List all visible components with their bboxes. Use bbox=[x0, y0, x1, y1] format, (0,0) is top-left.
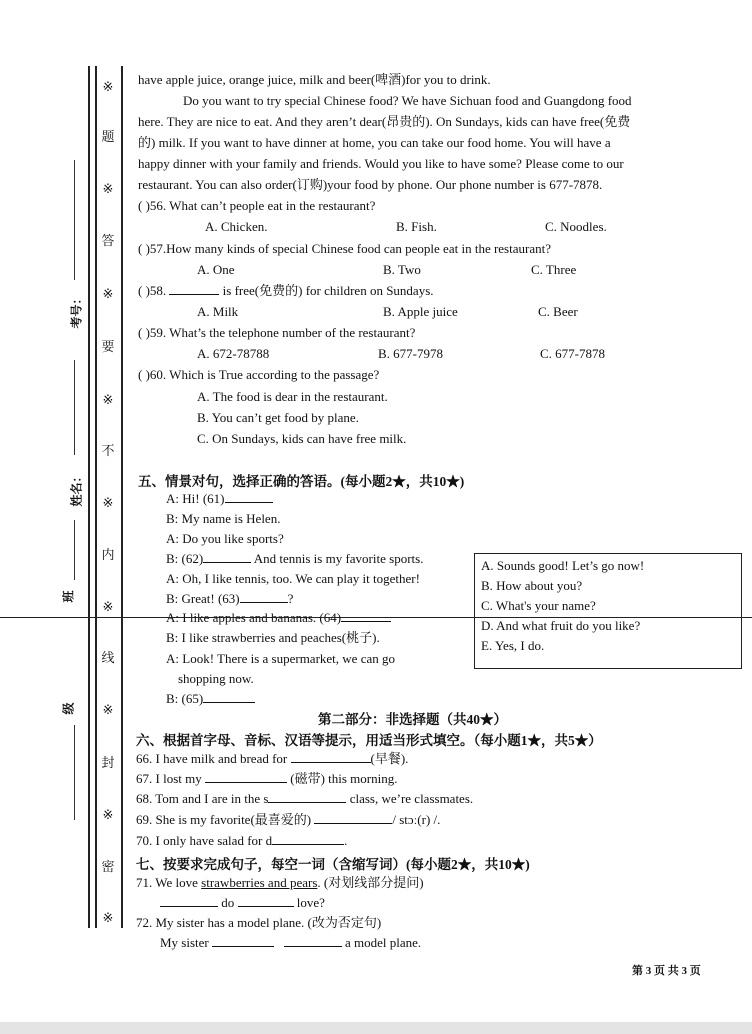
passage-line: here. They are nice to eat. And they aren’t dear(昂贵的). On Sundays, kids can have free(免费 bbox=[138, 114, 631, 129]
binding-line-right bbox=[121, 66, 123, 928]
option-b: B. Two bbox=[383, 262, 421, 277]
grade-label: 级 bbox=[61, 702, 76, 715]
option-a: A. The food is dear in the restaurant. bbox=[197, 389, 388, 404]
part2-title: 第二部分：非选择题（共40★） bbox=[318, 712, 507, 727]
answer-option: A. Sounds good! Let’s go now! bbox=[481, 558, 645, 573]
dialog-line: B: (65) bbox=[166, 690, 255, 708]
passage-line: Do you want to try special Chinese food? We have Sichuan food and Guangdong food bbox=[183, 93, 632, 108]
passage-line: happy dinner with your family and friends. Would you like to have some? Please come to our bbox=[138, 156, 624, 171]
margin-mark: ※ bbox=[102, 392, 114, 407]
question-58-pre: ( )58. bbox=[138, 283, 170, 298]
section5-title: 五、情景对句，选择正确的答语。(每小题2★，共10★) bbox=[138, 474, 465, 489]
question-69: 69. She is my favorite(最喜爱的) / stɔː(r) /. bbox=[136, 812, 441, 827]
dialog-line: A: Look! There is a supermarket, we can go bbox=[166, 651, 395, 666]
option-c: C. On Sundays, kids can have free milk. bbox=[197, 431, 407, 446]
question-72-answer: My sister a model plane. bbox=[160, 935, 422, 950]
margin-mark: ※ bbox=[102, 702, 114, 717]
grade-line bbox=[74, 725, 75, 820]
option-a: A. Chicken. bbox=[205, 219, 268, 234]
dialog-line: A: I like apples and bananas. (64) bbox=[166, 609, 391, 627]
class-label: 班 bbox=[61, 590, 76, 603]
question-59: ( )59. What’s the telephone number of the restaurant? bbox=[138, 325, 416, 340]
option-c: C. 677-7878 bbox=[540, 346, 605, 361]
answer-blank[interactable] bbox=[291, 750, 371, 763]
margin-mark: ※ bbox=[102, 807, 114, 822]
answer-options-box bbox=[474, 553, 742, 669]
dialog-line: shopping now. bbox=[178, 671, 254, 686]
answer-blank[interactable] bbox=[240, 590, 288, 603]
question-60: ( )60. Which is True according to the passage? bbox=[138, 367, 380, 382]
answer-blank[interactable] bbox=[212, 934, 274, 947]
margin-mark: ※ bbox=[102, 910, 114, 925]
answer-option: D. And what fruit do you like? bbox=[481, 618, 641, 633]
passage-line: restaurant. You can also order(订购)your food by phone. Our phone number is 677-7878. bbox=[138, 177, 603, 192]
question-68: 68. Tom and I are in the s class, we’re classmates. bbox=[136, 791, 474, 806]
option-b: B. You can’t get food by plane. bbox=[197, 410, 359, 425]
margin-mark: 密 bbox=[101, 859, 115, 874]
page-number: 第 3 页 共 3 页 bbox=[632, 965, 701, 977]
question-71: 71. We love strawberries and pears. (对划线部分提问) bbox=[136, 875, 424, 890]
scan-edge bbox=[0, 1022, 752, 1034]
margin-mark: 题 bbox=[101, 129, 115, 144]
binding-line-mid bbox=[95, 66, 97, 928]
question-71-answer: do love? bbox=[160, 894, 325, 912]
answer-blank[interactable] bbox=[272, 832, 344, 845]
dialog-line: B: (62) And tennis is my favorite sports. bbox=[166, 551, 424, 566]
answer-option: E. Yes, I do. bbox=[481, 638, 545, 653]
margin-mark: 要 bbox=[101, 339, 115, 354]
answer-blank[interactable] bbox=[314, 811, 392, 824]
answer-option: B. How about you? bbox=[481, 578, 583, 593]
fold-line bbox=[0, 617, 752, 618]
option-c: C. Three bbox=[531, 262, 577, 277]
option-a: A. 672-78788 bbox=[197, 346, 270, 361]
dialog-line: A: Do you like sports? bbox=[166, 531, 284, 546]
option-a: A. One bbox=[197, 262, 235, 277]
dialog-line: A: Oh, I like tennis, too. We can play it together! bbox=[166, 571, 420, 586]
class-line bbox=[74, 520, 75, 580]
option-c: C. Noodles. bbox=[545, 219, 607, 234]
margin-mark: ※ bbox=[102, 79, 114, 94]
answer-blank[interactable] bbox=[169, 282, 219, 295]
margin-mark: 线 bbox=[101, 650, 115, 665]
passage-line: have apple juice, orange juice, milk and beer(啤酒)for you to drink. bbox=[138, 72, 491, 87]
margin-mark: ※ bbox=[102, 181, 114, 196]
option-c: C. Beer bbox=[538, 304, 578, 319]
exam-no-label: 考号： bbox=[69, 292, 84, 329]
question-67: 67. I lost my (磁带) this morning. bbox=[136, 771, 398, 786]
answer-blank[interactable] bbox=[341, 609, 391, 622]
name-label: 姓名： bbox=[69, 470, 84, 507]
option-b: B. Fish. bbox=[396, 219, 437, 234]
question-72: 72. My sister has a model plane. (改为否定句) bbox=[136, 915, 382, 930]
answer-blank[interactable] bbox=[203, 550, 251, 563]
answer-blank[interactable] bbox=[160, 894, 218, 907]
option-a: A. Milk bbox=[197, 304, 239, 319]
dialog-line: B: Great! (63) ? bbox=[166, 591, 294, 606]
question-70: 70. I only have salad for d . bbox=[136, 833, 348, 848]
question-58-post: is free(免费的) for children on Sundays. bbox=[219, 283, 434, 298]
dialog-line: B: My name is Helen. bbox=[166, 511, 281, 526]
question-57: ( )57.How many kinds of special Chinese food can people eat in the restaurant? bbox=[138, 241, 551, 256]
margin-mark: ※ bbox=[102, 286, 114, 301]
margin-mark: ※ bbox=[102, 495, 114, 510]
section7-title: 七、按要求完成句子，每空一词（含缩写词）(每小题2★，共10★) bbox=[136, 857, 530, 872]
margin-mark: 不 bbox=[101, 443, 115, 458]
underlined-phrase: strawberries and pears bbox=[201, 875, 318, 890]
answer-blank[interactable] bbox=[284, 934, 342, 947]
dialog-line: B: I like strawberries and peaches(桃子). bbox=[166, 630, 380, 645]
answer-blank[interactable] bbox=[205, 770, 287, 783]
exam-no-line bbox=[74, 160, 75, 280]
binding-line-left bbox=[88, 66, 90, 928]
margin-mark: 答 bbox=[101, 233, 115, 248]
option-b: B. Apple juice bbox=[383, 304, 458, 319]
answer-blank[interactable] bbox=[225, 490, 273, 503]
question-66: 66. I have milk and bread for (早餐). bbox=[136, 751, 409, 766]
answer-blank[interactable] bbox=[238, 894, 294, 907]
question-56: ( )56. What can’t people eat in the restaurant? bbox=[138, 198, 376, 213]
option-b: B. 677-7978 bbox=[378, 346, 443, 361]
answer-option: C. What's your name? bbox=[481, 598, 596, 613]
answer-blank[interactable] bbox=[203, 690, 255, 703]
passage-line: 的) milk. If you want to have dinner at home, you can take our food home. You will have a bbox=[138, 135, 611, 150]
question-58 bbox=[138, 282, 434, 300]
answer-blank[interactable] bbox=[268, 790, 346, 803]
section6-title: 六、根据首字母、音标、汉语等提示，用适当形式填空。（每小题1★，共5★） bbox=[136, 733, 602, 748]
margin-mark: 内 bbox=[101, 547, 115, 562]
margin-mark: 封 bbox=[101, 755, 115, 770]
name-line bbox=[74, 360, 75, 455]
dialog-line: A: Hi! (61) bbox=[166, 490, 273, 508]
margin-mark: ※ bbox=[102, 599, 114, 614]
